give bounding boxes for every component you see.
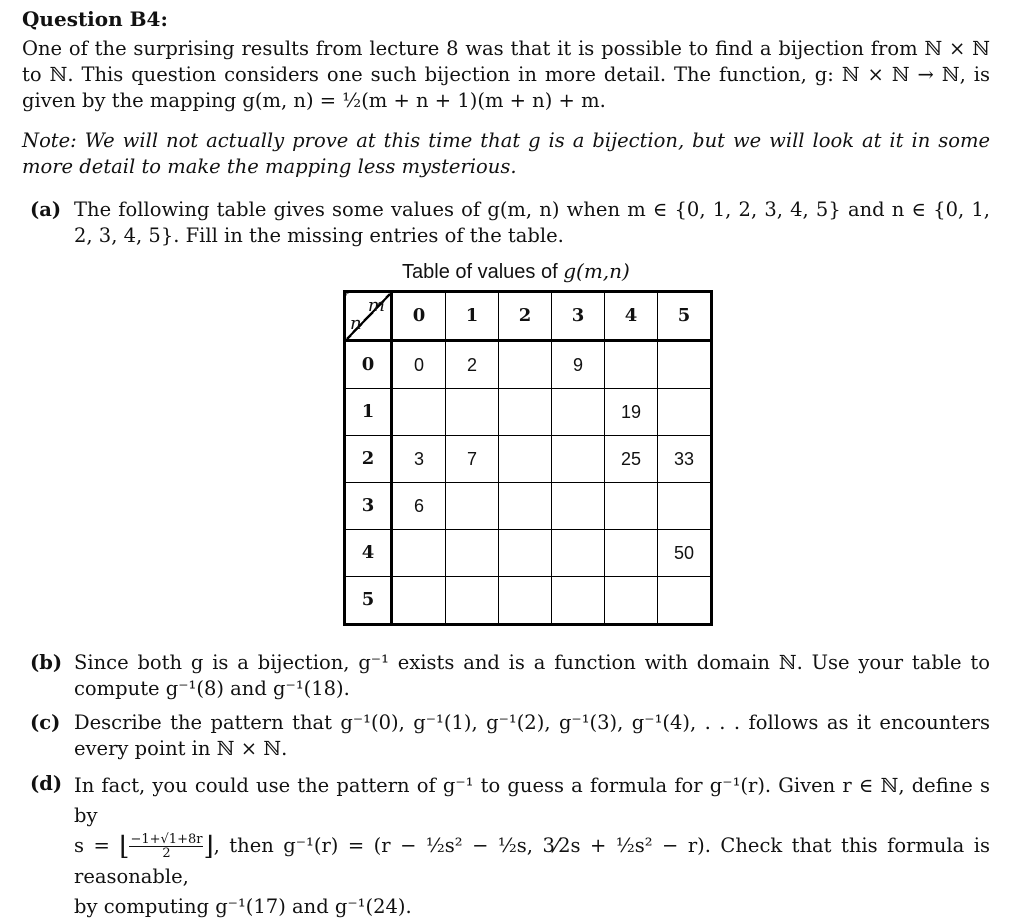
part-a-text: The following table gives some values of g(m, n) when m ∈ {0, 1, 2, 3, 4, 5} and n ∈ {0, 1, 2, 3, 4, 5}. Fill in the missing entries of the table. [74,198,990,247]
part-c-text: Describe the pattern that g⁻¹(0), g⁻¹(1), g⁻¹(2), g⁻¹(3), g⁻¹(4), . . . follows as it encounters every point in ℕ × ℕ. [74,711,990,760]
table-cell[interactable] [446,577,499,625]
table-cell[interactable] [446,530,499,577]
table-cell[interactable] [392,389,446,436]
table-row [345,483,712,530]
floor-right-bracket: ⌋ [203,831,214,862]
part-d-line3: by computing g⁻¹(17) and g⁻¹(24). [74,894,412,918]
question-heading: Question B4: [22,7,168,31]
table-corner-cell [345,292,392,341]
table-cell[interactable] [499,389,552,436]
corner-n-label: n [350,313,362,334]
table-cell[interactable] [658,341,712,389]
table-cell[interactable] [658,577,712,625]
table-cell[interactable] [446,483,499,530]
table-cell[interactable] [605,483,658,530]
table-cell[interactable] [605,341,658,389]
part-c-label: (c) [30,711,61,734]
part-d-line2 [74,831,990,892]
table-cell[interactable] [552,530,605,577]
table-cell[interactable]: 25 [605,436,658,483]
col-header: 4 [605,292,658,341]
table-row [345,389,712,436]
table-cell[interactable] [658,389,712,436]
table-caption-func: g(m,n) [563,259,630,283]
table-cell[interactable] [605,577,658,625]
row-header: 2 [345,436,392,483]
table-cell[interactable] [499,483,552,530]
table-cell[interactable] [658,483,712,530]
intro-paragraph: One of the surprising results from lecture 8 was that it is possible to find a bijection from ℕ × ℕ to ℕ. This question considers one such bijection in more detail. The function, g: ℕ × ℕ → ℕ, is given by the mapping g(m, n) = ½(m + n + 1)(m + n) + m. [22,37,990,112]
table-cell[interactable]: 33 [658,436,712,483]
table-cell[interactable] [499,530,552,577]
table-cell[interactable] [499,436,552,483]
table-row [345,436,712,483]
note-paragraph: Note: We will not actually prove at this time that g is a bijection, but we will look at it in some more detail to make the mapping less mysterious. [22,129,990,178]
table-cell[interactable] [392,530,446,577]
table-cell[interactable] [446,389,499,436]
table-row [345,341,712,389]
table-cell[interactable]: 7 [446,436,499,483]
part-b-label: (b) [30,651,63,674]
part-d-line1: In fact, you could use the pattern of g⁻¹ to guess a formula for g⁻¹(r). Given r ∈ ℕ, define s by [74,774,990,827]
floor-left-bracket: ⌊ [119,831,130,862]
table-cell[interactable] [605,530,658,577]
table-cell[interactable] [552,436,605,483]
table-cell[interactable]: 3 [392,436,446,483]
col-header: 0 [392,292,446,341]
col-header: 5 [658,292,712,341]
part-c [30,710,990,762]
table-cell[interactable]: 50 [658,530,712,577]
part-b-text: Since both g is a bijection, g⁻¹ exists and is a function with domain ℕ. Use your table to compute g⁻¹(8) and g⁻¹(18). [74,651,990,700]
col-header: 2 [499,292,552,341]
part-d [30,771,990,922]
corner-m-label: m [367,295,385,316]
table-cell[interactable]: 19 [605,389,658,436]
table-row [345,530,712,577]
table-cell[interactable] [499,577,552,625]
part-d-text [74,771,990,922]
row-header: 0 [345,341,392,389]
table-cell[interactable] [552,577,605,625]
s-fraction [129,833,203,860]
part-a-label: (a) [30,198,62,221]
row-header: 4 [345,530,392,577]
row-header: 1 [345,389,392,436]
part-d-line2-rest: , then g⁻¹(r) = (r − ½s² − ½s, 3⁄2s + ½s² − r). Check that this formula is reasonable, [74,834,991,888]
col-header: 3 [552,292,605,341]
s-fraction-numerator: −1+√1+8r [130,832,203,847]
table-cell[interactable] [552,483,605,530]
row-header: 5 [345,577,392,625]
row-header: 3 [345,483,392,530]
s-fraction-denominator: 2 [162,846,171,861]
table-cell[interactable]: 2 [446,341,499,389]
table-cell[interactable] [499,341,552,389]
table-cell[interactable]: 6 [392,483,446,530]
table-header-row [345,292,712,341]
part-a [30,197,990,249]
values-table [343,290,713,626]
s-definition: s = [74,834,110,857]
table-cell[interactable] [392,577,446,625]
table-caption [402,258,630,285]
part-d-label: (d) [30,772,63,795]
table-caption-prefix: Table of values of [402,261,564,283]
table-row [345,577,712,625]
table-cell[interactable]: 9 [552,341,605,389]
table-cell[interactable] [552,389,605,436]
part-b [30,650,990,702]
table-cell[interactable]: 0 [392,341,446,389]
col-header: 1 [446,292,499,341]
